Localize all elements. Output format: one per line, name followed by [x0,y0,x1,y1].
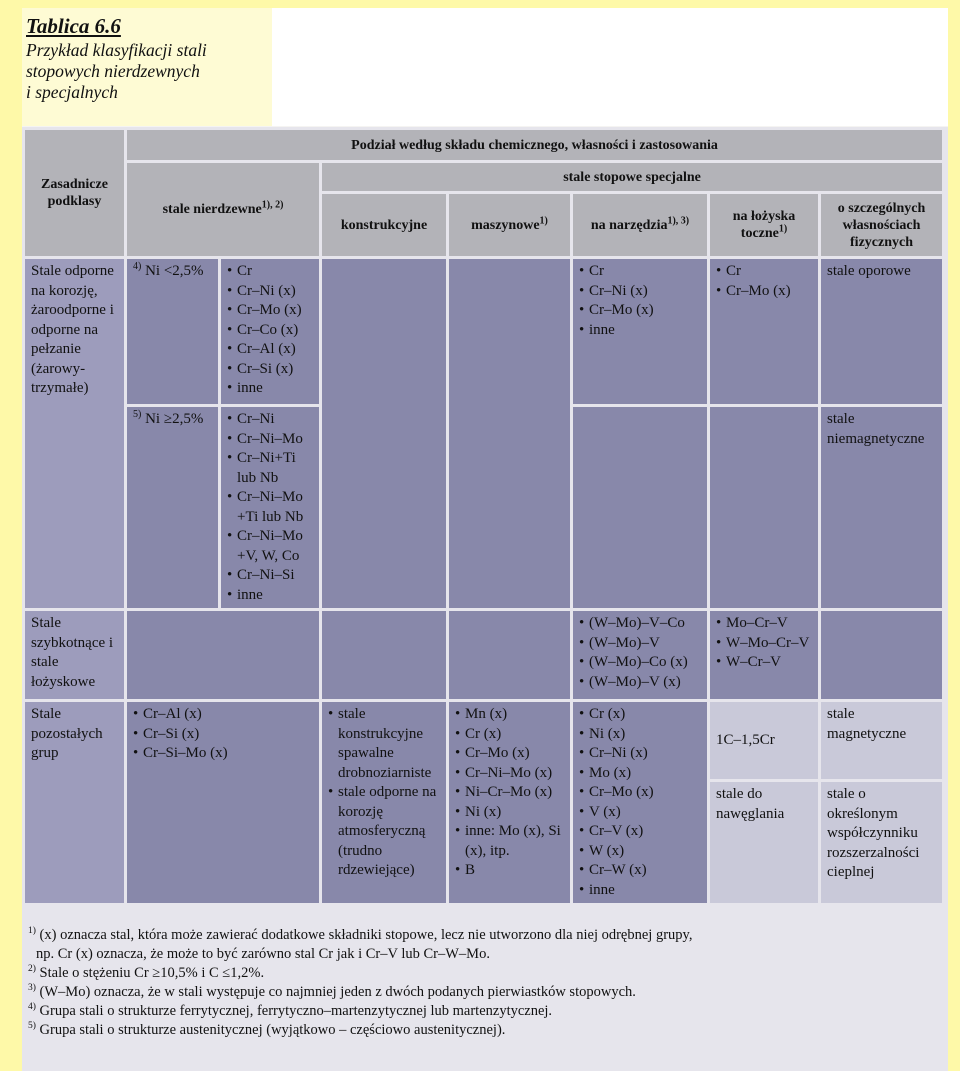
pozostale-narzedzia [573,702,707,903]
list-sub1-nierdzewne [227,262,313,399]
korozja-konstrukcyjne-empty [322,259,446,608]
list-item: • W (x) [579,842,701,862]
list-item: • Ni (x) [579,725,701,745]
footnote-text: (W–Mo) oznacza, że w stali występuje co najmniej jeden z dwóch podanych pierwiastków stopowych. [39,984,636,1000]
korozja-sub2-narzedzia-empty [573,407,707,608]
list-item: • Cr–Al (x) [227,340,313,360]
list-item: • (W–Mo)–V (x) [579,673,701,693]
header-maszynowe-footnote: 1) [539,214,548,226]
header-lozyska [710,194,818,256]
list-item: • Cr–Co (x) [227,321,313,341]
szybkotnace-konstrukcyjne-empty [322,611,446,699]
list-item: • Ni (x) [455,803,564,823]
list-szybkotnace-narzedzia [579,614,701,692]
footnote-mark: 3) [28,983,36,994]
footnote-text: (x) oznacza stal, która może zawierać dodatkowe składniki stopowe, lecz nie utworzono dla niej odrębnej grupy, [39,927,693,943]
footnote-mark: 2) [28,964,36,975]
list-item: • (W–Mo)–V [579,634,701,654]
list-item: • Cr–Mo (x) [579,783,701,803]
pozostale-fizyczne-1: stale magnetyczne [821,702,942,779]
szybkotnace-lozyska [710,611,818,699]
korozja-sub2-nierdzewne [221,407,319,608]
list-item: • (W–Mo)–Co (x) [579,653,701,673]
korozja-sub2-lozyska-empty [710,407,818,608]
row-label-pozostale: Stale pozostałych grup [25,702,124,903]
footnote-mark-5: 5) [133,409,142,420]
pozostale-fizyczne-2: stale o określonym współczynniku rozszerzalności cieplnej [821,782,942,903]
header-podzial: Podział według składu chemicznego, własności i zastosowania [127,130,942,160]
header-narzedzia-footnote: 1), 3) [667,214,690,226]
pozostale-lozyska-2: stale do nawęglania [710,782,818,903]
footnote-4 [28,1002,928,1021]
list-item: • Cr [227,262,313,282]
footnote-1 [28,926,928,945]
header-nierdzewne-footnote: 1), 2) [261,199,284,211]
list-item: • Cr–Ni–Mo [227,430,313,450]
footnote-text: Grupa stali o strukturze ferrytycznej, ferrytyczno–martenzytycznej lub martenzytycznej. [39,1003,553,1019]
list-item: • Cr–Ni (x) [579,744,701,764]
list-item: • Cr–Ni–Mo +Ti lub Nb [227,488,313,527]
blank-area [272,8,948,126]
footnote-text: Stale o stężeniu Cr ≥10,5% i C ≤1,2%. [39,965,265,981]
footnote-text: np. Cr (x) oznacza, że może to być zarówno stal Cr jak i Cr–V lub Cr–W–Mo. [36,946,490,962]
pozostale-konstrukcyjne [322,702,446,903]
header-nierdzewne [127,163,319,256]
list-item: • Ni–Cr–Mo (x) [455,783,564,803]
footnote-2 [28,964,928,983]
list-item: • Cr–Ni+Ti lub Nb [227,449,313,488]
footnote-3 [28,983,928,1002]
szybkotnace-maszynowe-empty [449,611,570,699]
list-item: • Mn (x) [455,705,564,725]
list-item: • Cr–Mo (x) [579,301,701,321]
pozostale-nierdzewne [127,702,319,903]
list-item: • Mo–Cr–V [716,614,812,634]
footnotes [28,926,928,1040]
page-margin-left [0,0,22,1071]
header-narzedzia-label: na narzędzia [590,217,668,233]
footnote-mark: 4) [28,1002,36,1013]
korozja-sub1-nierdzewne [221,259,319,404]
list-item: • W–Cr–V [716,653,812,673]
row-label-szybkotnace: Stale szybkotnące i stale łożyskowe [25,611,124,699]
korozja-sub1-lozyska [710,259,818,404]
lozyska-1c-label: 1C–1,5Cr [716,731,775,748]
list-item: • V (x) [579,803,701,823]
list-pozostale-narzedzia [579,705,701,900]
header-nierdzewne-label: stale nierdzewne [162,202,262,217]
list-item: • inne [579,881,701,901]
header-maszynowe [449,194,570,256]
list-item: • stale odporne na korozję atmosferyczną (trudno rdzewiejące) [328,783,440,881]
footnote-5 [28,1021,928,1040]
szybkotnace-nierdzewne-empty [127,611,319,699]
list-pozostale-maszynowe [455,705,564,881]
list-item: • inne [227,586,313,606]
list-item: • Cr–Ni [227,410,313,430]
list-item: • Cr–Ni–Si [227,566,313,586]
list-item: • W–Mo–Cr–V [716,634,812,654]
list-item: • Cr–V (x) [579,822,701,842]
header-narzedzia [573,194,707,256]
footnote-mark: 1) [28,926,36,937]
pozostale-lozyska-1 [710,702,818,779]
list-item: • Cr–Mo (x) [227,301,313,321]
list-item: • Cr (x) [579,705,701,725]
footnote-text: Grupa stali o strukturze austenitycznej (wyjątkowo – częściowo austenitycznej). [39,1022,506,1038]
header-maszynowe-label: maszynowe [471,217,540,233]
list-item: • Cr–Mo (x) [455,744,564,764]
list-item: • Cr [579,262,701,282]
ni-lt-label: Ni <2,5% [145,263,204,279]
list-item: • inne [227,379,313,399]
footnote-mark: 5) [28,1021,36,1032]
header-lozyska-label: na łożyska toczne [732,209,796,241]
list-item: • (W–Mo)–V–Co [579,614,701,634]
classification-table [22,127,945,906]
list-item: • Cr–W (x) [579,861,701,881]
list-item: • Cr–Si (x) [133,725,313,745]
list-pozostale-nierdzewne [133,705,313,764]
list-item: • Cr–Ni–Mo (x) [455,764,564,784]
korozja-sub2-label [127,407,218,608]
list-item: • B [455,861,564,881]
footnote-mark-4: 4) [133,261,142,272]
list-sub1-lozyska [716,262,812,301]
caption-title: Tablica 6.6 [26,14,121,38]
szybkotnace-narzedzia [573,611,707,699]
list-item: • Cr–Mo (x) [716,282,812,302]
szybkotnace-fizyczne-empty [821,611,942,699]
korozja-sub1-label [127,259,218,404]
pozostale-maszynowe [449,702,570,903]
list-item: • Cr–Al (x) [133,705,313,725]
header-lozyska-footnote: 1) [778,223,788,235]
list-item: • Cr–Ni–Mo +V, W, Co [227,527,313,566]
list-item: • inne [579,321,701,341]
korozja-sub2-fizyczne: stale niemagnetyczne [821,407,942,608]
korozja-sub1-fizyczne: stale oporowe [821,259,942,404]
list-sub2-nierdzewne [227,410,313,605]
korozja-sub1-narzedzia [573,259,707,404]
footnote-1-continued [28,945,928,964]
korozja-maszynowe-empty [449,259,570,608]
header-podklasy: Zasadnicze podklasy [25,130,124,256]
caption-subtitle: Przykład klasyfikacji stali stopowych nierdzewnych i specjalnych [26,40,207,102]
list-pozostale-konstrukcyjne [328,705,440,881]
list-item: • stale konstrukcyjne spawalne drobnoziarniste [328,705,440,783]
list-item: • Cr–Ni (x) [227,282,313,302]
page-margin-right [948,0,960,1071]
list-item: • Cr–Si–Mo (x) [133,744,313,764]
header-fizyczne: o szczególnych własnościach fizycznych [821,194,942,256]
row-label-korozja: Stale odporne na korozję, żaroodporne i odporne na pełzanie (żarowy-trzymałe) [25,259,124,608]
page-margin-top [0,0,960,8]
list-item: • Cr (x) [455,725,564,745]
header-specjalne: stale stopowe specjalne [322,163,942,191]
table-caption [26,14,274,103]
list-item: • Mo (x) [579,764,701,784]
ni-ge-label: Ni ≥2,5% [145,411,204,427]
list-item: • Cr–Si (x) [227,360,313,380]
list-item: • Cr [716,262,812,282]
list-item: • inne: Mo (x), Si (x), itp. [455,822,564,861]
list-item: • Cr–Ni (x) [579,282,701,302]
list-sub1-narzedzia [579,262,701,340]
header-konstrukcyjne: konstrukcyjne [322,194,446,256]
list-szybkotnace-lozyska [716,614,812,673]
